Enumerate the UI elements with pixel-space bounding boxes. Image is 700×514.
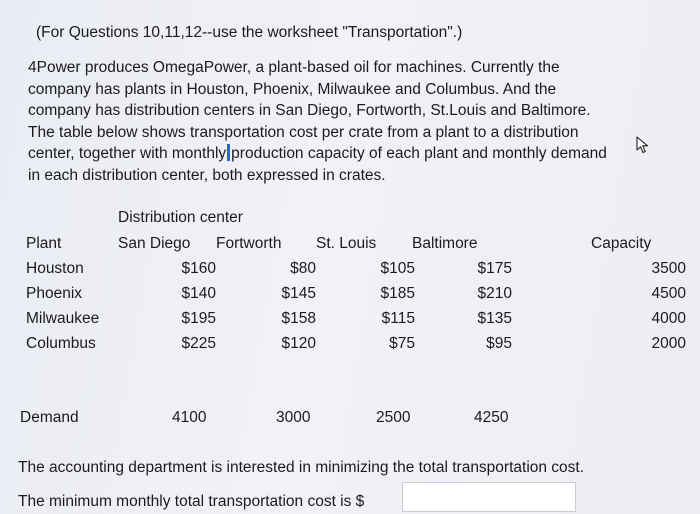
header-baltimore: Baltimore — [412, 235, 478, 252]
demand-cell: 4250 — [474, 409, 509, 426]
plant-name: Phoenix — [26, 285, 83, 302]
answer-prompt: The minimum monthly total transportation cost is $ — [18, 493, 365, 510]
intro-line: The table below shows transportation cost per crate from a plant to a distribution — [28, 123, 579, 141]
capacity-cell: 4500 — [651, 285, 686, 302]
capacity-cell: 2000 — [651, 335, 686, 352]
intro-line: company has distribution centers in San Diego, Fortworth, St.Louis and Baltimore. — [28, 102, 591, 119]
intro-line-part: center, together with monthly — [28, 145, 227, 162]
cost-cell: $140 — [181, 285, 216, 302]
cost-cell: $80 — [290, 260, 316, 277]
cost-cell: $175 — [477, 260, 512, 277]
demand-cell: 3000 — [276, 409, 311, 426]
header-fortworth: Fortworth — [216, 235, 282, 252]
intro-line-part: production capacity of each plant and monthly demand — [231, 145, 607, 162]
cost-cell: $115 — [381, 310, 415, 327]
cost-cell: $105 — [380, 260, 415, 277]
capacity-cell: 3500 — [651, 260, 686, 277]
intro-line: 4Power produces OmegaPower, a plant-based oil for machines. Currently the — [28, 59, 560, 76]
cost-cell: $210 — [477, 285, 512, 302]
text-cursor — [227, 144, 230, 161]
cost-cell: $158 — [281, 310, 316, 327]
intro-line: company has plants in Houston, Phoenix, Milwaukee and Columbus. And the — [28, 80, 557, 98]
problem-description — [28, 57, 668, 186]
demand-cell: 4100 — [172, 409, 207, 426]
distribution-center-label: Distribution center — [118, 209, 243, 226]
cost-cell: $160 — [181, 260, 216, 277]
mouse-pointer-icon — [636, 136, 650, 154]
header-st-louis: St. Louis — [316, 235, 377, 252]
demand-cell: 2500 — [376, 409, 411, 426]
cost-cell: $95 — [486, 335, 512, 352]
cost-cell: $145 — [281, 285, 316, 302]
cost-cell: $225 — [181, 335, 216, 352]
goal-statement: The accounting department is interested in minimizing the total transportation cost. — [18, 459, 585, 476]
question-header: (For Questions 10,11,12--use the worksheet "Transportation".) — [36, 24, 463, 41]
header-capacity: Capacity — [591, 235, 652, 252]
plant-name: Milwaukee — [26, 310, 100, 327]
cost-cell: $185 — [380, 285, 415, 302]
intro-line: in each distribution center, both expressed in crates. — [28, 166, 386, 184]
capacity-cell: 4000 — [651, 310, 686, 327]
cost-cell: $195 — [181, 310, 216, 327]
demand-label: Demand — [20, 409, 79, 426]
header-plant: Plant — [26, 235, 62, 252]
cost-cell: $120 — [281, 335, 316, 352]
plant-name: Columbus — [26, 335, 96, 352]
intro-line — [28, 143, 668, 165]
cost-cell: $135 — [477, 310, 512, 327]
cost-cell: $75 — [389, 335, 415, 352]
answer-input[interactable] — [402, 482, 576, 512]
header-san-diego: San Diego — [118, 235, 191, 252]
plant-name: Houston — [26, 260, 84, 277]
